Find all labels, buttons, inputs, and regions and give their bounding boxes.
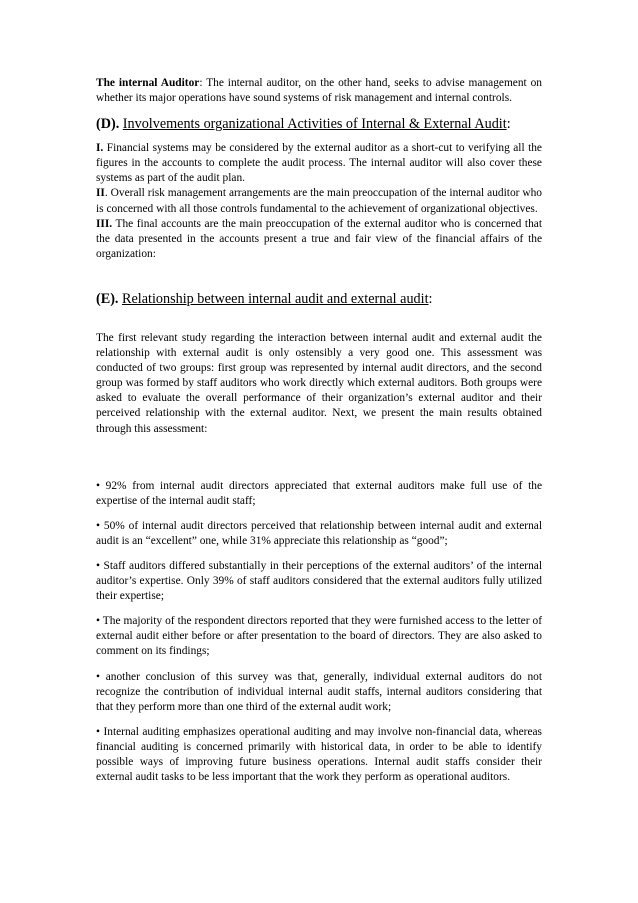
document-body — [96, 76, 542, 785]
section-e-title: Relationship between internal audit and external audit — [122, 290, 429, 307]
bullet-item: • Staff auditors differed substantially in their perceptions of the external auditors’ of the internal auditor’s expertise. Only 39% of staff auditors considered that the external auditors fully utilized their expertise; — [96, 559, 542, 603]
study-paragraph: The first relevant study regarding the interaction between internal audit and external audit the relationship with external audit is only ostensibly a very good one. This assessment was conducted of two groups: first group was represented by internal audit directors, and the second group was formed by staff auditors who work directly which external auditors. Both groups were asked to evaluate the overall performance of their organization’s external auditor and their perceived relationship with the external auditor. Next, we present the main results obtained through this assessment: — [96, 331, 542, 435]
list-item-d-1 — [96, 141, 542, 186]
list-item-d-2 — [96, 186, 542, 216]
intro-label: The internal Auditor — [96, 77, 200, 89]
list-item-d-3-label: III. — [96, 217, 113, 230]
list-item-d-1-label: I. — [96, 142, 104, 155]
list-item-d-1-text: Financial systems may be considered by the external auditor as a short-cut to verifying all the figures in the accounts to complete the audit process. The internal auditor will also cover these systems as part of the audit plan. — [96, 142, 542, 185]
section-d-title: Involvements organizational Activities of Internal & External Audit — [122, 116, 507, 133]
section-e-suffix: : — [428, 290, 433, 307]
list-item-d-3 — [96, 217, 542, 262]
bullet-item: • 50% of internal audit directors perceived that relationship between internal audit and external audit is an “excellent” one, while 31% appreciate this relationship as “good”; — [96, 519, 542, 547]
section-d-heading — [96, 115, 542, 133]
bullet-item: • another conclusion of this survey was that, generally, individual external auditors do not recognize the contribution of individual internal audit staffs, internal auditors considering that that they perform more than one third of the external audit work; — [96, 670, 542, 713]
list-item-d-2-text: . Overall risk management arrangements are the main preoccupation of the internal auditor who is concerned with all those controls fundamental to the achievement of organizational objectives. — [96, 187, 542, 215]
section-d-prefix: (D). — [96, 116, 120, 133]
list-item-d-2-label: II — [96, 187, 105, 200]
bullet-item: • The majority of the respondent directors reported that they were furnished access to the letter of external audit either before or after presentation to the board of directors. They are also asked to comment on its findings; — [96, 615, 542, 658]
section-d-suffix: : — [506, 116, 511, 133]
intro-paragraph — [96, 76, 542, 106]
intro-text: : The internal auditor, on the other hand, seeks to advise management on whether its major operations have sound systems of risk management and internal controls. — [96, 77, 542, 105]
bullet-item: • Internal auditing emphasizes operational auditing and may involve non-financial data, whereas financial auditing is concerned primarily with historical data, in order to be able to identify possible ways of improving future business operations. Internal audit staffs consider their external audit tasks to be less important that the work they perform as operational auditors. — [96, 725, 542, 784]
section-e-heading — [96, 290, 542, 308]
list-item-d-3-text: The final accounts are the main preoccupation of the external auditor who is concerned that the data presented in the accounts present a true and fair view of the financial affairs of the organization: — [96, 217, 542, 260]
bullet-item: • 92% from internal audit directors appreciated that external auditors make full use of the expertise of the internal audit staff; — [96, 479, 542, 507]
section-e-prefix: (E). — [96, 290, 119, 307]
